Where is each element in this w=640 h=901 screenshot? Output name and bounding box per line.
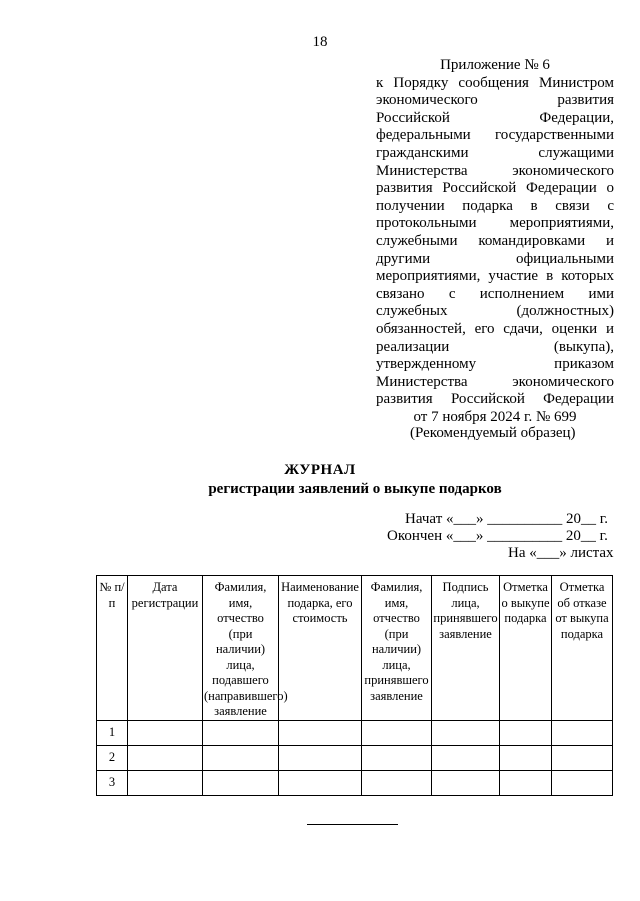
appendix-body: к Порядку сообщения Министром экономического развития Российской Федерации, федеральными государственными гражданскими служащими Министерства экономического развития Российской Федерации о получении подарка в связи с протокольными мероприятиями, служебными командировками и другими официальными мероприятиями, участие в которых связано с исполнением ими служебных (должностных) обязанностей, его сдачи, оценки и реализации (выкупа), утвержденному приказом Министерства экономического развития Российской Федерации bbox=[376, 74, 614, 408]
page-number: 18 bbox=[312, 34, 328, 50]
footer-divider bbox=[307, 824, 398, 825]
row-number: 1 bbox=[97, 720, 128, 745]
row-number: 2 bbox=[97, 745, 128, 770]
table-row bbox=[97, 745, 613, 770]
journal-title: ЖУРНАЛ bbox=[284, 462, 356, 478]
journal-sheets: На «___» листах bbox=[508, 545, 614, 561]
table-cell bbox=[279, 720, 362, 745]
journal-table bbox=[96, 575, 613, 796]
appendix-title: Приложение № 6 bbox=[440, 57, 550, 73]
table-row bbox=[97, 770, 613, 795]
table-cell bbox=[128, 770, 203, 795]
table-cell bbox=[128, 720, 203, 745]
journal-subtitle: регистрации заявлений о выкупе подарков bbox=[208, 481, 502, 497]
row-number: 3 bbox=[97, 770, 128, 795]
table-cell bbox=[432, 770, 500, 795]
table-cell bbox=[128, 745, 203, 770]
header-gift-name-value: Наименование подарка, его стоимость bbox=[279, 576, 362, 721]
appendix-block bbox=[376, 57, 614, 426]
table-cell bbox=[203, 720, 279, 745]
table-cell bbox=[362, 745, 432, 770]
appendix-order-reference: от 7 ноября 2024 г. № 699 bbox=[413, 408, 577, 425]
journal-started: Начат «___» __________ 20__ г. bbox=[405, 511, 608, 527]
table-cell bbox=[500, 720, 552, 745]
table-cell bbox=[279, 770, 362, 795]
table-cell bbox=[500, 745, 552, 770]
table-cell bbox=[362, 720, 432, 745]
header-applicant-name: Фамилия, имя, отчество (при наличии) лица, подавшего (направившего) заявление bbox=[203, 576, 279, 721]
header-number: № п/п bbox=[97, 576, 128, 721]
table-header-row bbox=[97, 576, 613, 721]
table-cell bbox=[552, 745, 613, 770]
header-buyout-refusal-mark: Отметка об отказе от выкупа подарка bbox=[552, 576, 613, 721]
table-cell bbox=[279, 745, 362, 770]
table-cell bbox=[552, 770, 613, 795]
table-cell bbox=[432, 745, 500, 770]
sample-note: (Рекомендуемый образец) bbox=[410, 425, 576, 441]
header-registration-date: Дата регистрации bbox=[128, 576, 203, 721]
table-row bbox=[97, 720, 613, 745]
table-cell bbox=[432, 720, 500, 745]
table-cell bbox=[203, 770, 279, 795]
header-receiver-name: Фамилия, имя, отчество (при наличии) лица, принявшего заявление bbox=[362, 576, 432, 721]
journal-finished: Окончен «___» __________ 20__ г. bbox=[387, 528, 608, 544]
table-cell bbox=[362, 770, 432, 795]
header-buyout-mark: Отметка о выкупе подарка bbox=[500, 576, 552, 721]
table-cell bbox=[500, 770, 552, 795]
table-cell bbox=[552, 720, 613, 745]
table-cell bbox=[203, 745, 279, 770]
header-receiver-signature: Подпись лица, принявшего заявление bbox=[432, 576, 500, 721]
